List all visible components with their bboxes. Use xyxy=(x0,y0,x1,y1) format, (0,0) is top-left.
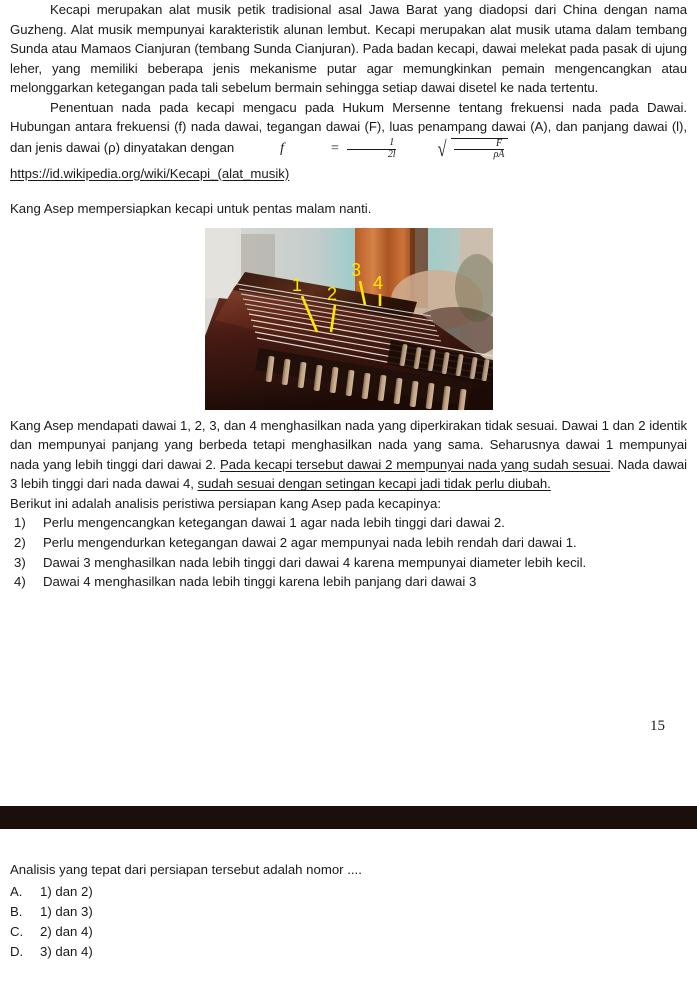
list-item-marker: 3) xyxy=(14,554,26,570)
choice-text: 3) dan 4) xyxy=(40,943,93,959)
formula-radicand-numerator: F xyxy=(454,139,504,151)
analysis-segment-4-underlined: sudah sesuai dengan setingan kecapi jadi tidak perlu diubah. xyxy=(197,476,551,492)
list-item xyxy=(10,533,687,553)
answer-choice-d[interactable] xyxy=(10,942,687,962)
list-lead-in-text: Berikut ini adalah analisis peristiwa persiapan kang Asep pada kecapinya: xyxy=(10,495,442,511)
choice-label: C. xyxy=(10,923,24,939)
paragraph-mersenne-law xyxy=(10,98,687,160)
string-label-3: 3 xyxy=(350,259,361,280)
list-item-text: Dawai 4 menghasilkan nada lebih tinggi karena lebih panjang dari dawai 3 xyxy=(43,574,477,590)
page-separator-bar xyxy=(0,806,697,829)
list-item xyxy=(10,553,687,573)
analysis-segment-1: Kang Asep mendapati dawai 1, 2, 3, dan 4 menghasilkan nada yang diperkirakan tidak sesuai. Dawai 1 dan 2 identik dan mempunyai panjang yang berbeda tetapi menghasilkan nada yang sama. Seharusnya dawai 1 mempunyai nada yang lebih tinggi dari dawai 2. xyxy=(10,417,687,472)
list-item-marker: 4) xyxy=(14,574,26,590)
paragraph-kecapi-intro: Kecapi merupakan alat musik petik tradisional asal Jawa Barat yang diadopsi dari China dengan nama Guzheng. Alat musik mempunyai karakteristik alunan lembut. Kecapi merupakan alat musik utama dalam tembang Sunda atau Mamaos Cianjuran (tembang Sunda Cianjuran). Pada badan kecapi, dawai melekat pada pasak di ujung leher, yang memiliki beberapa jenis mekanisme putar agar memungkinkan pemain mengencangkan atau melonggarkan ketegangan pada tali sebelum bermain sehingga setiap dawai disetel ke nada tertentu. xyxy=(10,2,687,95)
list-item-text: Perlu mengencangkan ketegangan dawai 1 agar nada lebih tinggi dari dawai 2. xyxy=(43,515,505,531)
list-item xyxy=(10,572,687,592)
kecapi-instrument-photo xyxy=(205,228,493,410)
frequency-formula xyxy=(240,135,508,161)
choice-text: 1) dan 2) xyxy=(40,883,93,899)
analysis-segment-3: . Nada dawai 3 lebih tinggi dari nada dawai 4, xyxy=(10,456,687,492)
formula-radicand xyxy=(451,138,509,161)
analysis-statement-list xyxy=(10,513,687,591)
list-item-marker: 1) xyxy=(14,515,26,531)
formula-frac-denominator: 2l xyxy=(387,148,396,160)
string-label-2: 2 xyxy=(326,283,337,304)
formula-lhs: f xyxy=(280,141,284,157)
formula-frac-numerator: 1 xyxy=(347,138,396,150)
question-stem: Analisis yang tepat dari persiapan tersebut adalah nomor .... xyxy=(10,862,362,877)
formula-square-root xyxy=(401,135,509,161)
string-label-4: 4 xyxy=(372,272,383,293)
answer-choice-a[interactable] xyxy=(10,882,687,902)
radical-icon: √ xyxy=(437,135,447,161)
formula-equals: = xyxy=(330,141,339,157)
page-number: 15 xyxy=(650,718,665,734)
mersenne-text: Penentuan nada pada kecapi mengacu pada Hukum Mersenne tentang frekuensi nada pada Dawai. Hubungan antara frekuensi (f) nada dawai, tegangan dawai (F), luas penampang dawai (A), dan panjang dawai (l), dan jenis dawai (ρ) dinyatakan dengan xyxy=(10,99,687,155)
string-label-1: 1 xyxy=(291,274,302,295)
answer-choice-b[interactable] xyxy=(10,902,687,922)
formula-fraction xyxy=(346,138,398,160)
kecapi-photo-graphic xyxy=(205,228,493,410)
list-item-text: Dawai 3 menghasilkan nada lebih tinggi dari dawai 4 karena mempunyai diameter lebih kecil. xyxy=(43,554,587,570)
choice-label: B. xyxy=(10,903,23,919)
answer-choice-c[interactable] xyxy=(10,922,687,942)
list-item-marker: 2) xyxy=(14,535,26,551)
list-item-text: Perlu mengendurkan ketegangan dawai 2 agar mempunyai nada lebih rendah dari dawai 1. xyxy=(43,535,577,551)
choice-label: D. xyxy=(10,943,24,959)
formula-radicand-denominator: ρA xyxy=(493,149,505,160)
choice-text: 2) dan 4) xyxy=(40,923,93,939)
photo-intro-sentence: Kang Asep mempersiapkan kecapi untuk pentas malam nanti. xyxy=(10,201,372,216)
choice-label: A. xyxy=(10,883,23,899)
photo-container xyxy=(10,228,687,410)
list-item xyxy=(10,513,687,533)
choice-text: 1) dan 3) xyxy=(40,903,93,919)
analysis-segment-2-underlined: Pada kecapi tersebut dawai 2 mempunyai nada yang sudah sesuai xyxy=(219,456,611,472)
answer-choice-list xyxy=(10,882,687,962)
document-bottom-section xyxy=(0,860,697,962)
paragraph-analysis-findings xyxy=(10,416,687,494)
source-url-link[interactable]: https://id.wikipedia.org/wiki/Kecapi_(alat_musik) xyxy=(10,165,290,181)
